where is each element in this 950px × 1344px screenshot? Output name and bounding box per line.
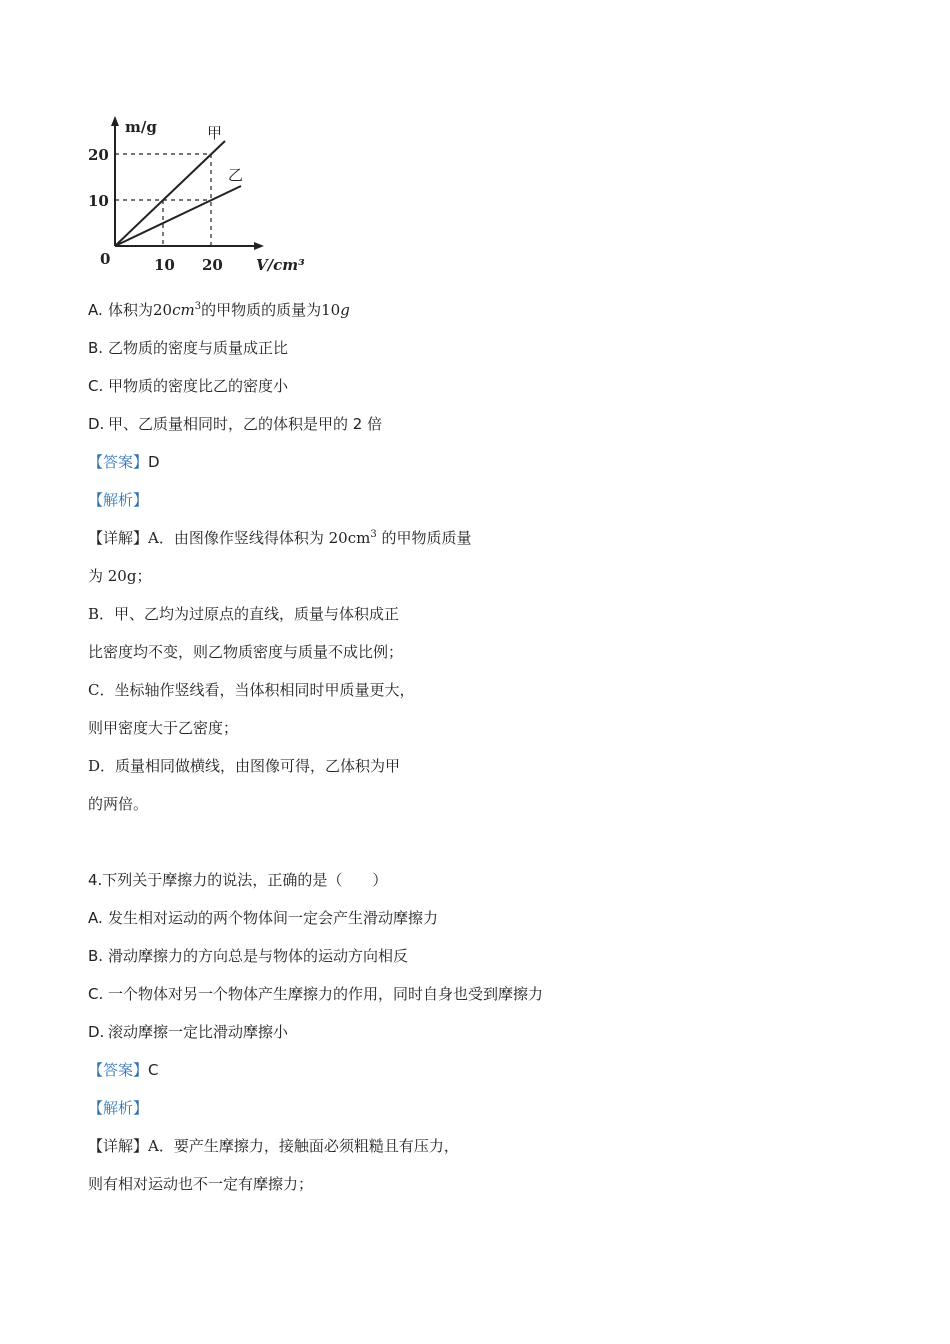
q3-detail-3: B．甲、乙均为过原点的直线，质量与体积成正: [88, 605, 400, 623]
q3-detail-6: 则甲密度大于乙密度；: [88, 719, 239, 737]
q3-detail-1-pre: A．由图像作竖线得体积为 20cm: [148, 529, 371, 547]
q4-analysis-tag: 【解析】: [88, 1099, 149, 1117]
q3-option-a-num: 20: [153, 301, 173, 319]
q3-detail-7: D．质量相同做横线，由图像可得，乙体积为甲: [88, 757, 401, 775]
series-yi-label: 乙: [228, 166, 244, 184]
q3-answer-tag: 【答案】: [88, 453, 149, 471]
q4-analysis: [88, 1098, 148, 1118]
q4-option-b-text: 滑动摩擦力的方向总是与物体的运动方向相反: [108, 947, 409, 965]
q4-option-a-text: 发生相对运动的两个物体间一定会产生滑动摩擦力: [108, 909, 439, 927]
y-tick-20: 20: [88, 146, 109, 164]
q3-option-a-unit: cm: [172, 301, 195, 319]
x-tick-10: 10: [154, 256, 175, 274]
q4-detail-tag: 【详解】: [88, 1137, 149, 1155]
q4-option-a: [88, 908, 438, 928]
q3-option-d-letter: D.: [88, 415, 105, 433]
q3-option-c: [88, 376, 288, 396]
q3-option-a-exp: 3: [194, 301, 202, 312]
q3-option-a-mid: 的甲物质的质量为: [201, 301, 322, 319]
q3-option-a-g: g: [340, 301, 350, 319]
q3-answer: [88, 452, 160, 472]
q3-detail-1-sup: 3: [370, 529, 377, 540]
q4-answer-value: C: [148, 1061, 159, 1079]
q4-option-d-letter: D.: [88, 1023, 105, 1041]
y-axis-label: m/g: [125, 118, 157, 136]
q4-option-a-letter: A.: [88, 909, 103, 927]
q4-detail-1-text: A．要产生摩擦力，接触面必须粗糙且有压力，: [148, 1137, 459, 1155]
q4-option-b-letter: B.: [88, 947, 104, 965]
q4-stem: 4.下列关于摩擦力的说法，正确的是（ ）: [88, 871, 388, 889]
q3-option-c-letter: C.: [88, 377, 104, 395]
q3-detail-4: 比密度均不变，则乙物质密度与质量不成比例；: [88, 643, 404, 661]
q3-detail-5: C．坐标轴作竖线看，当体积相同时甲质量更大，: [88, 681, 415, 699]
q3-option-a-letter: A.: [88, 301, 103, 319]
q3-option-b: [88, 338, 288, 358]
series-yi-line: [115, 186, 241, 246]
q4-detail-2: 则有相对运动也不一定有摩擦力；: [88, 1175, 314, 1193]
q3-option-a-val: 10: [321, 301, 341, 319]
q3-analysis-tag: 【解析】: [88, 491, 149, 509]
q3-option-a: [88, 300, 350, 320]
q4-option-c-text: 一个物体对另一个物体产生摩擦力的作用，同时自身也受到摩擦力: [108, 985, 544, 1003]
q3-detail-2: 为 20g；: [88, 567, 152, 585]
q3-option-d: [88, 414, 382, 434]
q4-option-d-text: 滚动摩擦一定比滑动摩擦小: [108, 1023, 289, 1041]
q3-option-d-text: 甲、乙质量相同时，乙的体积是甲的 2 倍: [108, 415, 383, 433]
q4-option-c: [88, 984, 543, 1004]
q4-option-d: [88, 1022, 288, 1042]
q3-detail-tag: 【详解】: [88, 529, 149, 547]
y-axis-arrow: [111, 116, 119, 126]
q3-option-b-letter: B.: [88, 339, 104, 357]
q4-detail-1: [88, 1136, 459, 1156]
q3-detail-1: [88, 528, 472, 548]
mass-volume-graph: [80, 112, 320, 282]
series-jia-label: 甲: [207, 124, 223, 142]
x-tick-20: 20: [202, 256, 223, 274]
q3-analysis: [88, 490, 148, 510]
series-jia-line: [115, 141, 225, 246]
q4-answer-tag: 【答案】: [88, 1061, 149, 1079]
q4-option-c-letter: C.: [88, 985, 104, 1003]
origin-label: 0: [100, 250, 111, 268]
q3-answer-value: D: [148, 453, 160, 471]
q3-detail-8: 的两倍。: [88, 795, 149, 813]
q3-option-c-text: 甲物质的密度比乙的密度小: [108, 377, 289, 395]
x-axis-arrow: [254, 242, 264, 250]
q3-option-a-pre: 体积为: [108, 301, 154, 319]
q3-detail-1-post: 的甲物质质量: [376, 529, 472, 547]
x-axis-label: V/cm³: [256, 256, 305, 274]
q4-answer: [88, 1060, 159, 1080]
q3-option-b-text: 乙物质的密度与质量成正比: [108, 339, 289, 357]
y-tick-10: 10: [88, 192, 109, 210]
q4-option-b: [88, 946, 408, 966]
